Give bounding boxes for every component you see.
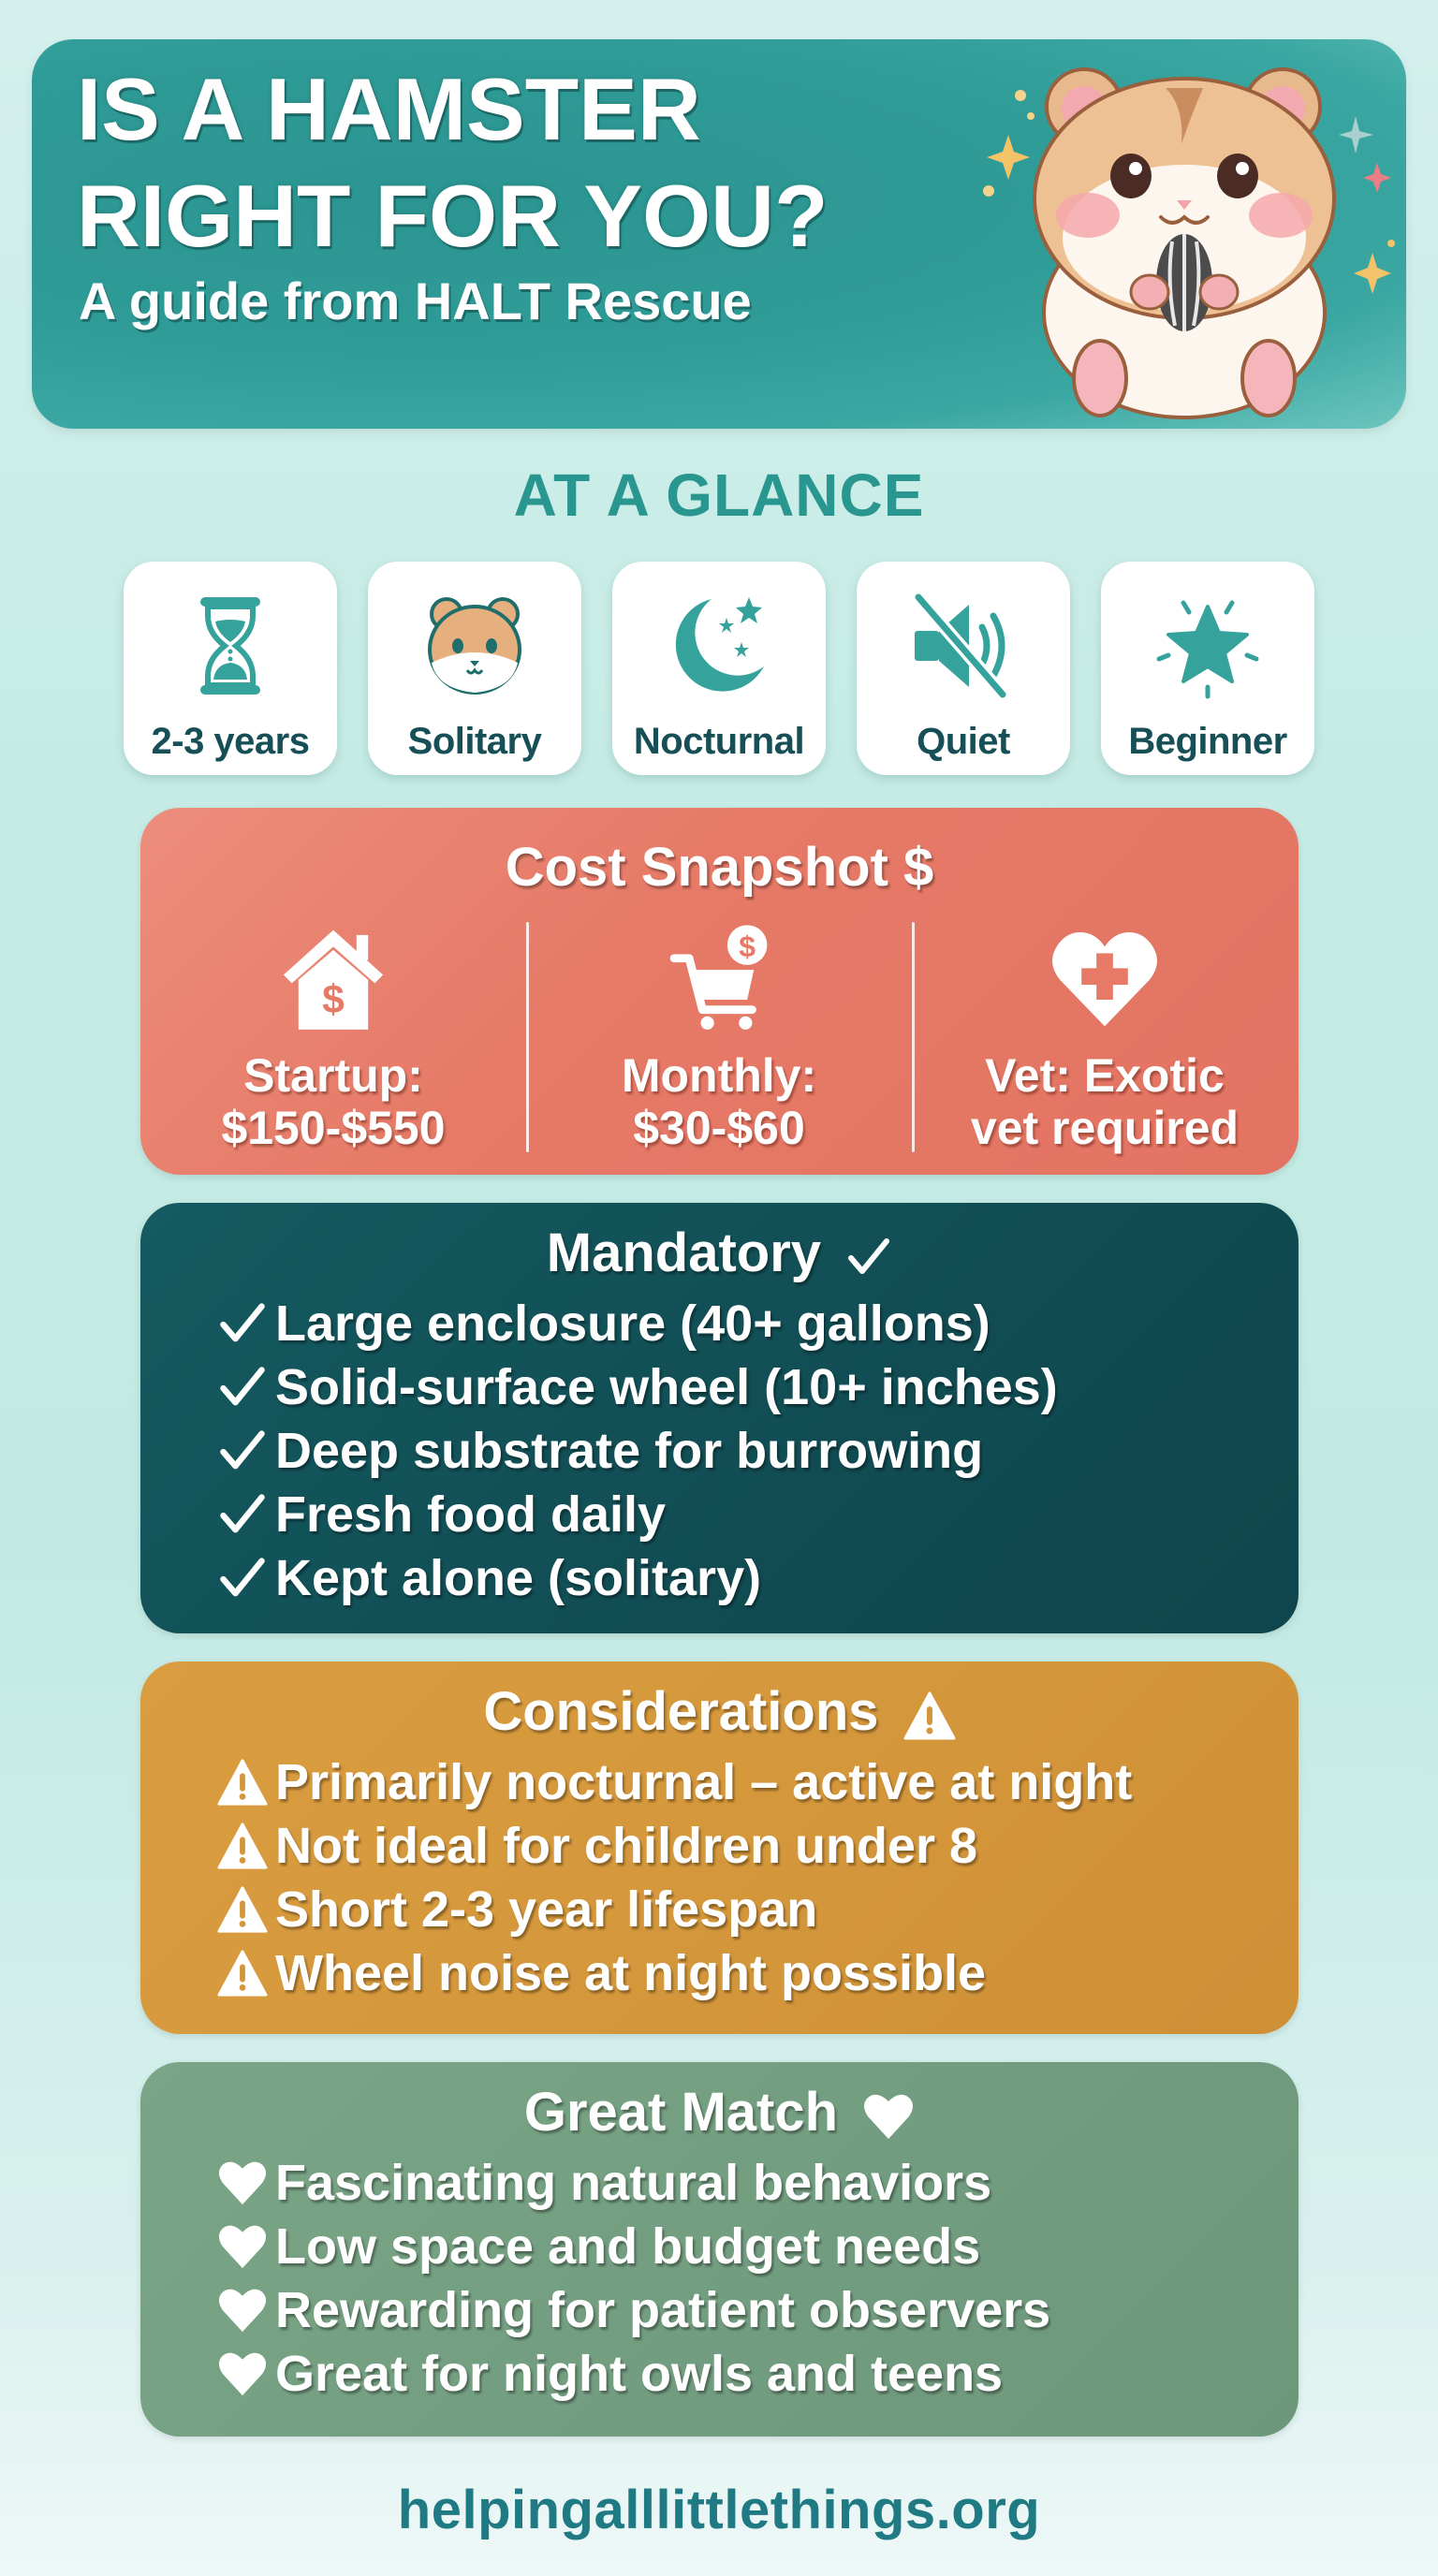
star-sparkle-icon xyxy=(1152,590,1264,702)
list-item: Low space and budget needs xyxy=(217,2215,1299,2278)
considerations-title: Considerations xyxy=(140,1661,1299,1743)
cost-snapshot-title: Cost Snapshot $ xyxy=(505,837,934,898)
great-match-title: Great Match xyxy=(140,2062,1299,2144)
list-item: Fresh food daily xyxy=(217,1483,1299,1546)
check-icon xyxy=(845,1234,892,1281)
heart-icon xyxy=(217,2349,268,2399)
list-item: Kept alone (solitary) xyxy=(217,1546,1299,1610)
heart-icon xyxy=(217,2221,268,2272)
glance-card-experience xyxy=(1101,562,1314,775)
cost-startup-label: Startup: $150-$550 xyxy=(221,1049,446,1154)
muted-speaker-icon xyxy=(907,590,1020,702)
check-icon xyxy=(217,1489,268,1540)
cost-monthly-label: Monthly: $30-$60 xyxy=(621,1049,817,1154)
list-item: Short 2-3 year lifespan xyxy=(217,1878,1299,1941)
cost-monthly xyxy=(526,920,912,1154)
cost-vet xyxy=(912,920,1298,1154)
title-line-2: RIGHT FOR YOU? xyxy=(77,167,829,265)
list-item: Wheel noise at night possible xyxy=(217,1941,1299,2005)
list-item: Deep substrate for burrowing xyxy=(217,1419,1299,1483)
heart-cross-icon xyxy=(1039,920,1170,1036)
heart-icon xyxy=(862,2092,915,2141)
hourglass-icon xyxy=(174,590,286,702)
check-icon xyxy=(217,1426,268,1476)
moon-stars-icon xyxy=(663,590,775,702)
list-item: Fascinating natural behaviors xyxy=(217,2151,1299,2215)
great-match-list xyxy=(140,2151,1299,2406)
list-item: Rewarding for patient observers xyxy=(217,2278,1299,2342)
glance-card-social xyxy=(368,562,581,775)
cart-dollar-icon xyxy=(653,920,785,1036)
mandatory-section xyxy=(140,1203,1299,1633)
list-item: Great for night owls and teens xyxy=(217,2342,1299,2406)
glance-card-noise xyxy=(857,562,1070,775)
list-item: Primarily nocturnal – active at night xyxy=(217,1750,1299,1814)
list-item: Solid-surface wheel (10+ inches) xyxy=(217,1355,1299,1419)
considerations-list xyxy=(140,1750,1299,2005)
warning-icon xyxy=(217,1884,268,1935)
check-icon xyxy=(217,1553,268,1603)
page-title xyxy=(77,56,1013,270)
warning-icon xyxy=(903,1691,956,1740)
list-item: Not ideal for children under 8 xyxy=(217,1814,1299,1878)
check-icon xyxy=(217,1298,268,1349)
glance-label: Beginner xyxy=(1128,721,1287,762)
glance-label: 2-3 years xyxy=(151,721,310,762)
heart-icon xyxy=(217,2158,268,2208)
hamster-illustration xyxy=(974,41,1404,429)
glance-card-lifespan xyxy=(124,562,337,775)
glance-label: Quiet xyxy=(917,721,1010,762)
page-subtitle: A guide from HALT Rescue xyxy=(79,271,752,330)
website-link[interactable]: helpingalllittlethings.org xyxy=(397,2480,1041,2540)
at-a-glance-heading: AT A GLANCE xyxy=(513,461,925,529)
cost-startup xyxy=(140,920,526,1154)
house-dollar-icon xyxy=(268,920,399,1036)
cost-vet-label: Vet: Exotic vet required xyxy=(970,1049,1240,1154)
svg-text:$: $ xyxy=(322,978,345,1023)
title-line-1: IS A HAMSTER xyxy=(77,60,701,158)
check-icon xyxy=(217,1362,268,1412)
warning-icon xyxy=(217,1821,268,1871)
glance-label: Solitary xyxy=(407,721,542,762)
mandatory-title: Mandatory xyxy=(140,1203,1299,1284)
great-match-section xyxy=(140,2062,1299,2437)
warning-icon xyxy=(217,1948,268,1998)
cost-snapshot-section xyxy=(140,808,1299,1175)
list-item: Large enclosure (40+ gallons) xyxy=(217,1292,1299,1355)
warning-icon xyxy=(217,1757,268,1808)
heart-icon xyxy=(217,2285,268,2335)
hamster-face-icon xyxy=(418,590,531,702)
glance-label: Nocturnal xyxy=(633,721,805,762)
glance-cards xyxy=(124,562,1314,775)
svg-text:$: $ xyxy=(739,929,756,963)
mandatory-list xyxy=(140,1292,1299,1610)
glance-card-activity xyxy=(612,562,826,775)
considerations-section xyxy=(140,1661,1299,2034)
